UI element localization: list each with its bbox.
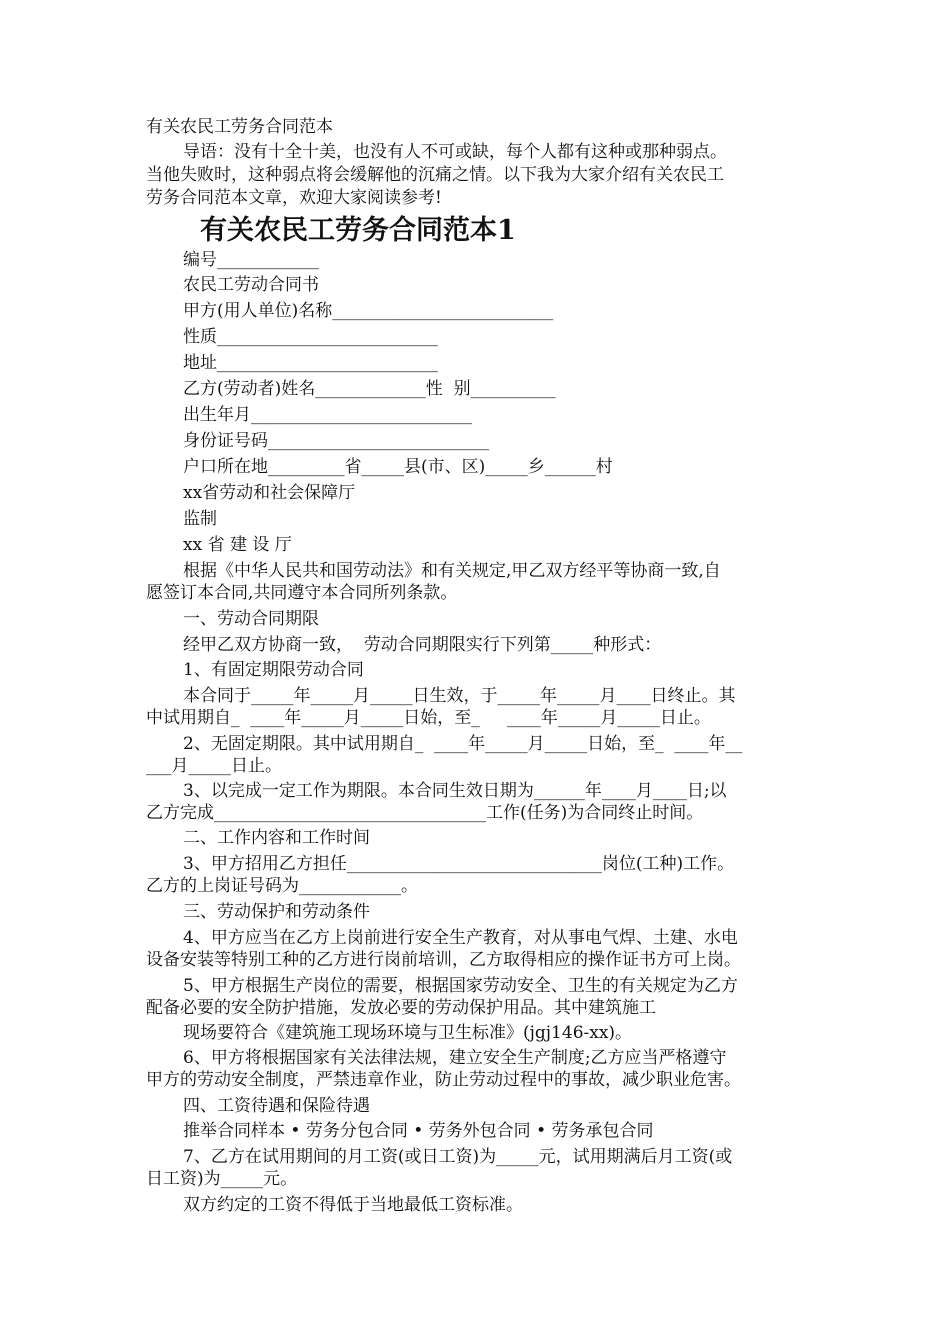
field-hukou: 户口所在地_________省_____县(市、区)_____乡______村 bbox=[183, 457, 613, 477]
issuer-line: xx省劳动和社会保障厅 bbox=[183, 483, 356, 503]
issuer-line: 监制 bbox=[183, 509, 217, 529]
body-line: 5、甲方根据生产岗位的需要，根据国家劳动安全、卫生的有关规定为乙方 bbox=[183, 976, 738, 996]
field-number: 编号____________ bbox=[183, 250, 319, 270]
section-title: 四、工资待遇和保险待遇 bbox=[183, 1096, 370, 1116]
body-line: 1、有固定期限劳动合同 bbox=[183, 660, 364, 680]
body-line: 乙方完成________________________________工作(任务)为合同终止时间。 bbox=[146, 803, 704, 823]
section-title: 一、劳动合同期限 bbox=[183, 609, 319, 629]
body-line: 4、甲方应当在乙方上岗前进行安全生产教育，对从事电气焊、土建、水电 bbox=[183, 928, 738, 948]
body-line: 甲方的劳动安全制度，严禁违章作业，防止劳动过程中的事故，减少职业危害。 bbox=[146, 1070, 741, 1090]
body-line: 6、甲方将根据国家有关法律法规，建立安全生产制度;乙方应当严格遵守 bbox=[183, 1048, 727, 1068]
body-line: 设备安装等特别工种的乙方进行岗前培训，乙方取得相应的操作证书方可上岗。 bbox=[146, 950, 741, 970]
body-line: 愿签订本合同,共同遵守本合同所列条款。 bbox=[146, 583, 458, 603]
body-line: 乙方的上岗证号码为____________。 bbox=[146, 876, 418, 896]
body-line: 中试用期自_ ____年_____月_____日始，至_ ____年_____月_____日止。 bbox=[146, 708, 711, 728]
doc-title: 有关农民工劳务合同范本 bbox=[146, 117, 333, 137]
contract-name: 农民工劳动合同书 bbox=[183, 275, 319, 295]
body-line: ___月_____日止。 bbox=[146, 756, 282, 776]
field-address: 地址__________________________ bbox=[183, 353, 438, 373]
body-line: 配备必要的安全防护措施，发放必要的劳动保护用品。其中建筑施工 bbox=[146, 998, 656, 1018]
body-line: 经甲乙双方协商一致， 劳动合同期限实行下列第_____种形式： bbox=[183, 635, 662, 655]
field-worker-name: 乙方(劳动者)姓名_____________性 别__________ bbox=[183, 379, 556, 399]
body-line: 现场要符合《建筑施工现场环境与卫生标准》(jgj146-xx)。 bbox=[183, 1023, 633, 1043]
body-line: 双方约定的工资不得低于当地最低工资标准。 bbox=[183, 1195, 523, 1215]
section-title: 三、劳动保护和劳动条件 bbox=[183, 902, 370, 922]
body-line: 3、甲方招用乙方担任______________________________岗位(工种)工作。 bbox=[183, 854, 735, 874]
field-employer: 甲方(用人单位)名称__________________________ bbox=[183, 301, 554, 321]
intro-line: 劳务合同范本文章，欢迎大家阅读参考! bbox=[146, 188, 442, 208]
field-id: 身份证号码__________________________ bbox=[183, 431, 489, 451]
section-title: 二、工作内容和工作时间 bbox=[183, 828, 370, 848]
issuer-line: xx 省 建 设 厅 bbox=[183, 535, 292, 555]
body-line: 3、以完成一定工作为期限。本合同生效日期为______年____月____日;以 bbox=[183, 781, 727, 801]
intro-line: 当他失败时，这种弱点将会缓解他的沉痛之情。以下我为大家介绍有关农民工 bbox=[146, 165, 724, 185]
body-line: 本合同于_____年_____月_____日生效，于_____年_____月____日终止。其 bbox=[183, 686, 736, 706]
intro-line: 导语：没有十全十美，也没有人不可或缺，每个人都有这种或那种弱点。 bbox=[183, 142, 727, 162]
section-heading: 有关农民工劳务合同范本1 bbox=[200, 215, 516, 246]
body-line: 7、乙方在试用期间的月工资(或日工资)为_____元，试用期满后月工资(或 bbox=[183, 1147, 733, 1167]
body-line: 根据《中华人民共和国劳动法》和有关规定,甲乙双方经平等协商一致,自 bbox=[183, 561, 721, 581]
field-nature: 性质__________________________ bbox=[183, 327, 438, 347]
body-line: 2、无固定期限。其中试用期自_ ____年_____月_____日始，至_ ____年__ bbox=[183, 734, 743, 754]
related-links[interactable]: 推举合同样本 • 劳务分包合同 • 劳务外包合同 • 劳务承包合同 bbox=[183, 1121, 654, 1141]
body-line: 日工资)为_____元。 bbox=[146, 1169, 298, 1189]
field-birth: 出生年月__________________________ bbox=[183, 405, 472, 425]
